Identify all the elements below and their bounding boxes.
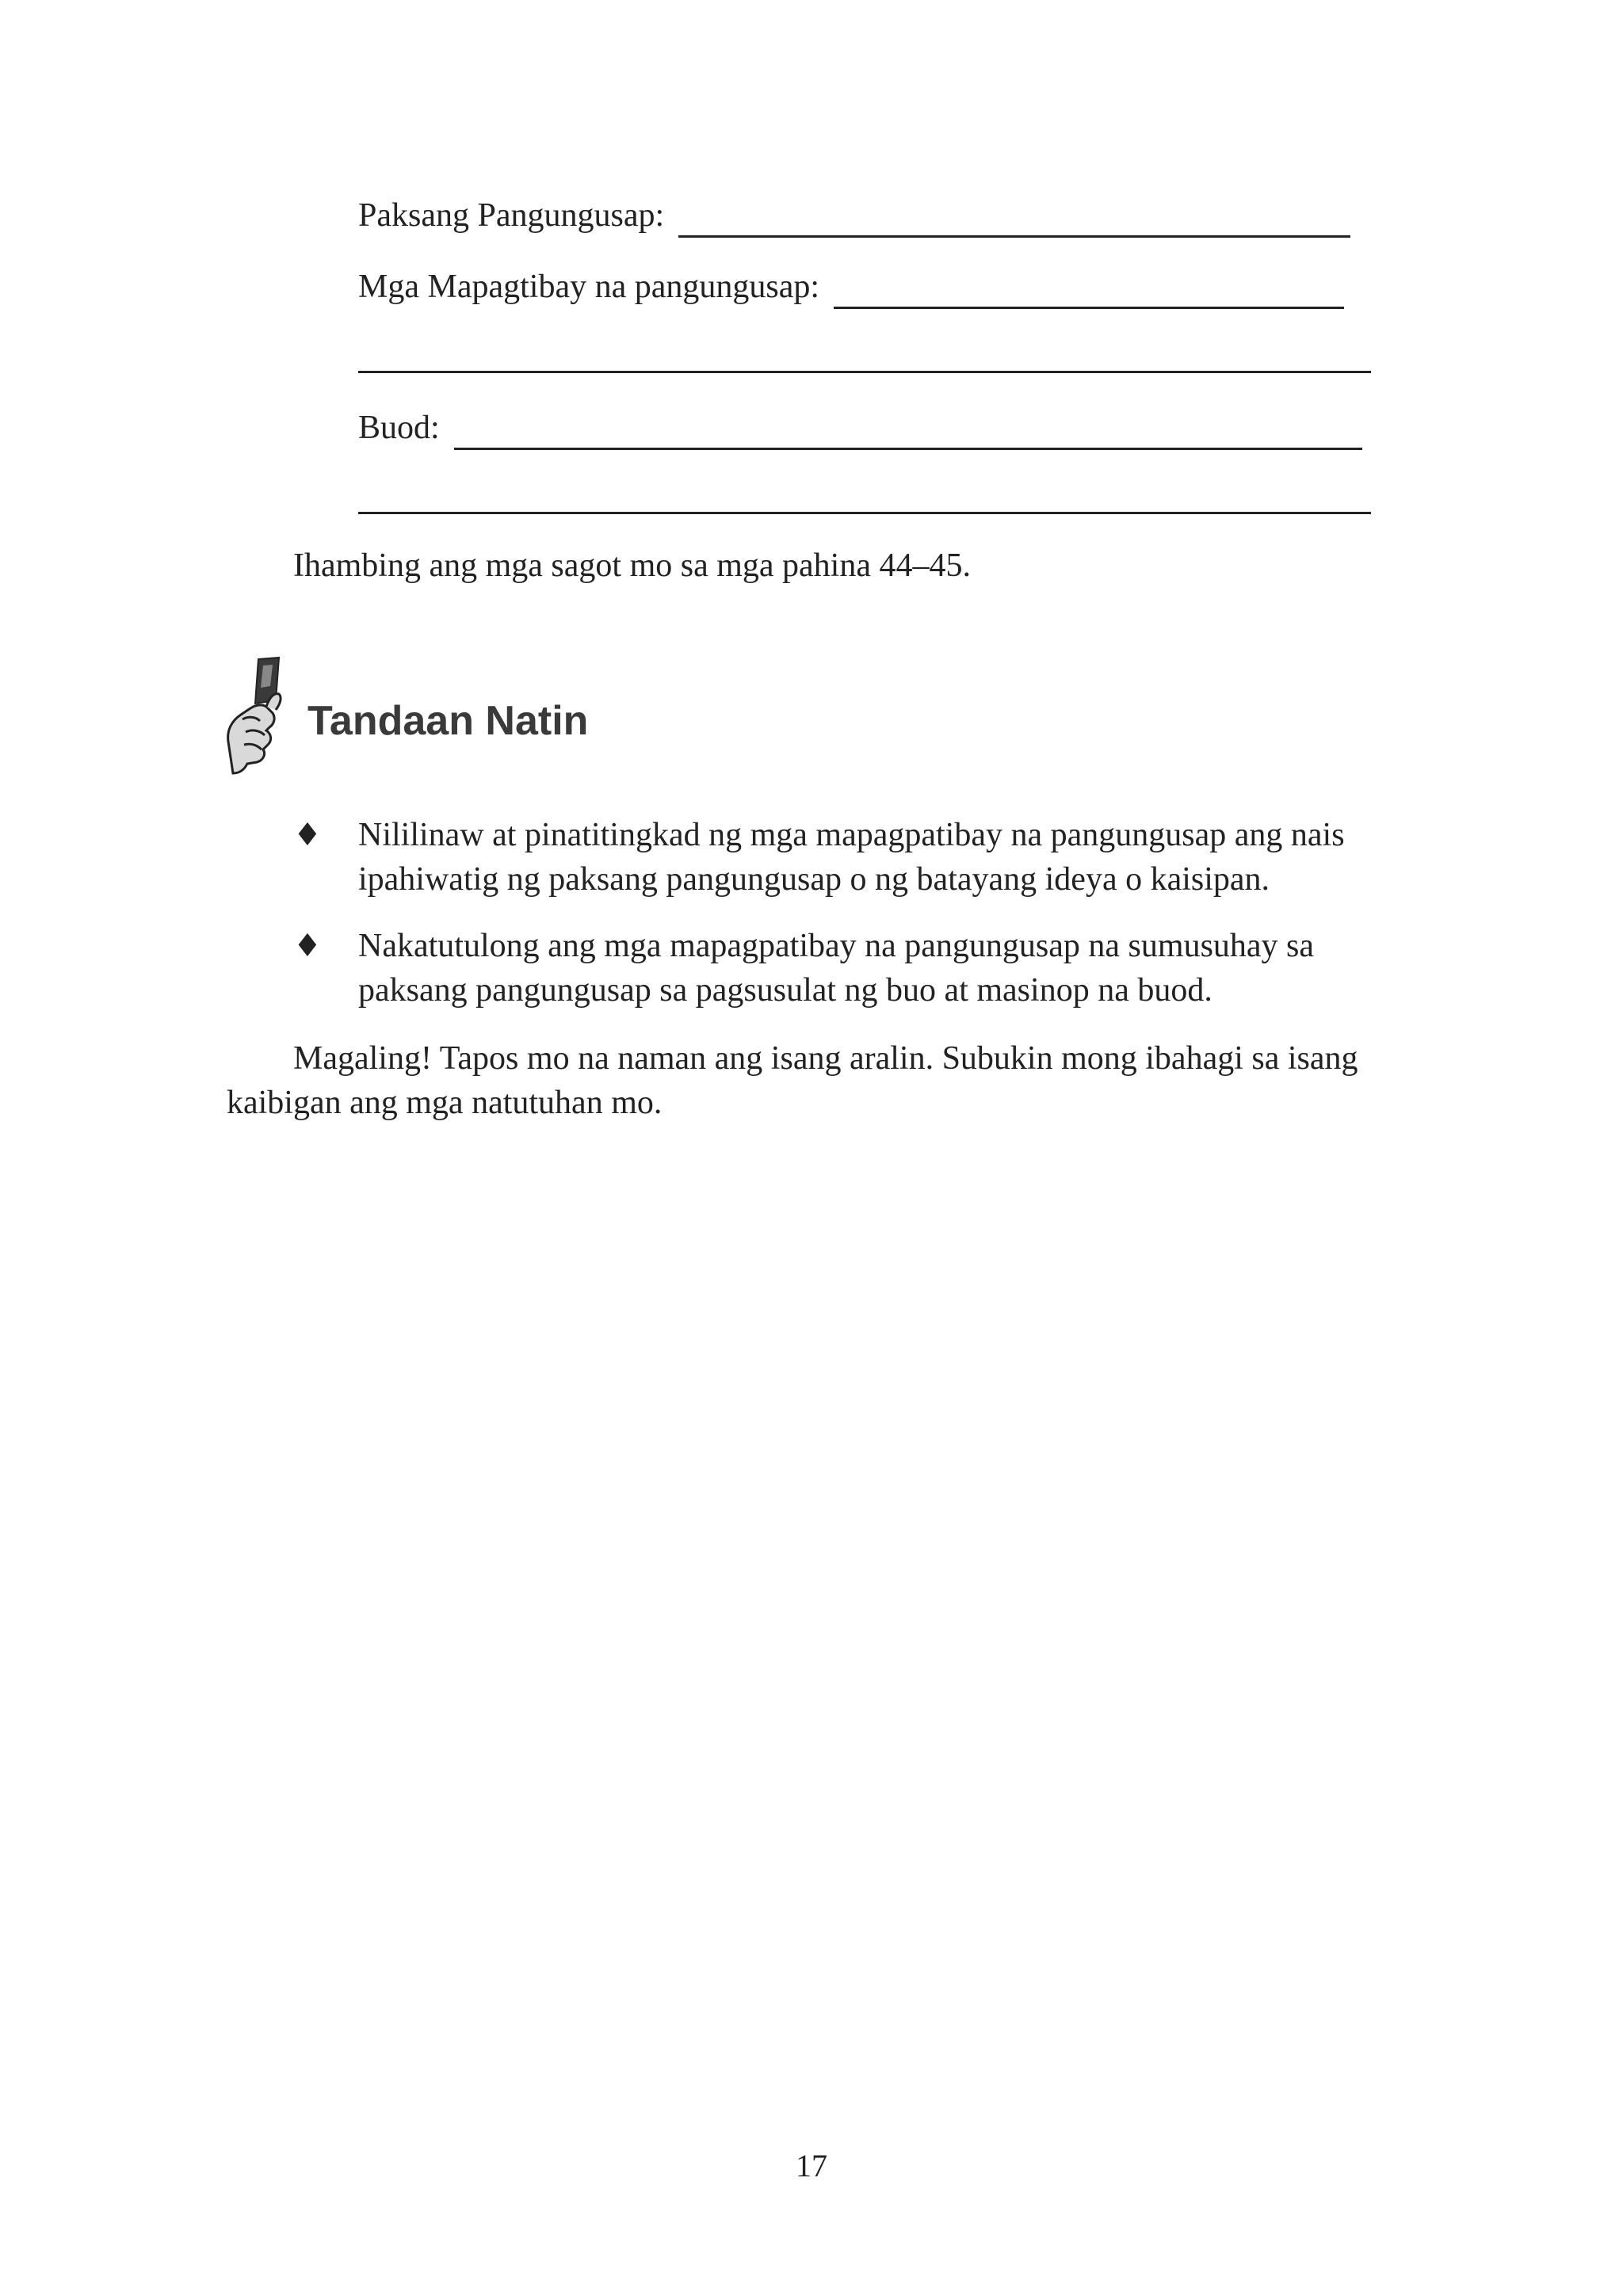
list-item (293, 924, 1379, 1013)
buod-row (358, 406, 1362, 450)
closing-paragraph: Magaling! Tapos mo na naman ang isang aralin. Subukin mong ibahagi sa isang kaibigan ang mga natutuhan mo. (227, 1040, 1358, 1121)
buod-blank (454, 413, 1362, 450)
paksang-label: Paksang Pangungusap: (358, 197, 665, 234)
section-title: Tandaan Natin (307, 698, 589, 744)
mapagtibay-blank (834, 272, 1344, 309)
buod-label: Buod: (358, 410, 440, 446)
diamond-bullet-icon: ♦ (293, 817, 322, 853)
hand-holding-card-icon (223, 654, 296, 778)
mapagtibay-row (358, 265, 1344, 309)
section-heading (223, 654, 588, 778)
page-number: 17 (796, 2148, 827, 2183)
mapagtibay-label: Mga Mapagtibay na pangungusap: (358, 269, 820, 305)
diamond-bullet-icon: ♦ (293, 928, 322, 964)
paksang-row (358, 193, 1350, 238)
mapagtibay-blank-line-2 (358, 371, 1371, 373)
list-item (293, 813, 1379, 902)
instruction-text: Ihambing ang mga sagot mo sa mga pahina 44–45. (293, 547, 971, 584)
bullet-text: Nakatutulong ang mga mapagpatibay na pangungusap na sumusuhay sa paksang pangungusap sa pagsusulat ng buo at masinop na buod. (358, 928, 1315, 1009)
paksang-blank (678, 200, 1350, 238)
buod-blank-line-2 (358, 512, 1371, 514)
bullet-text: Nililinaw at pinatitingkad ng mga mapagpatibay na pangungusap ang nais ipahiwatig ng paksang pangungusap o ng batayang ideya o kaisipan. (358, 817, 1345, 898)
